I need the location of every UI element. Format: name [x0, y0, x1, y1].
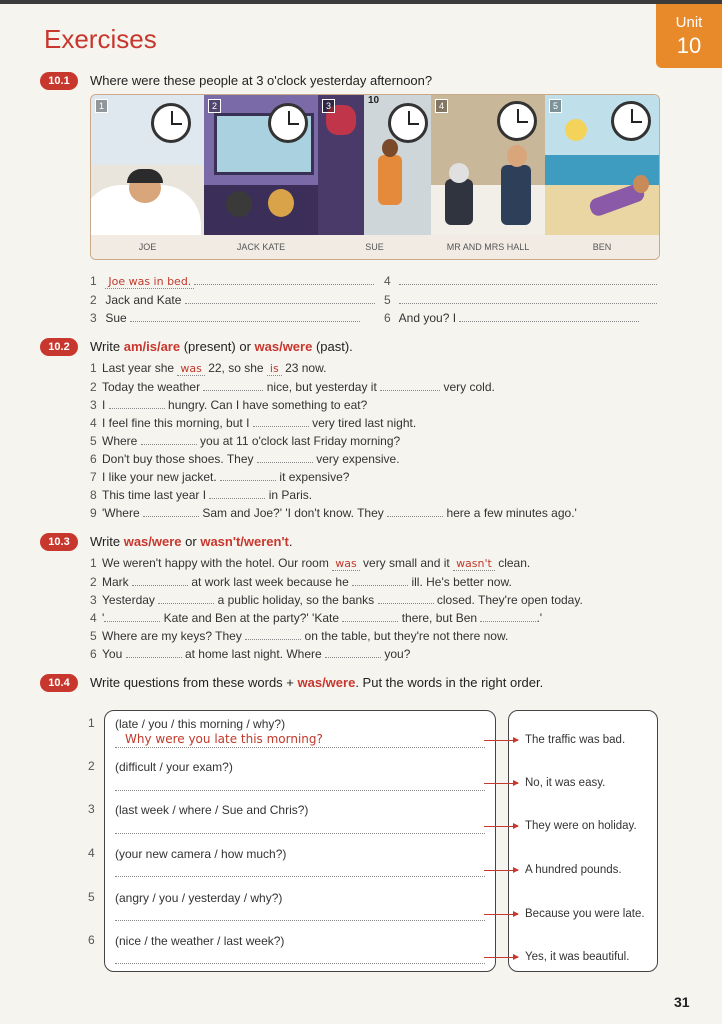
picture-label: BEN [545, 235, 659, 259]
blank[interactable] [141, 433, 197, 445]
item-number: 6 [88, 933, 95, 947]
blank[interactable] [185, 292, 375, 304]
arrow-icon [484, 914, 518, 915]
sample-answer: Why were you late this morning? [125, 732, 323, 746]
top-bar [0, 0, 722, 4]
answer-line [384, 273, 657, 288]
exercise-item: 6 Don't buy those shoes. They very expensive. [90, 452, 400, 466]
picture-label: JACK KATE [204, 235, 319, 259]
sample-answer: was [177, 362, 204, 376]
picture-strip [90, 94, 660, 260]
exercise-item: 9 'Where Sam and Joe?' 'I don't know. They here a few minutes ago.' [90, 506, 577, 520]
answer-line[interactable] [115, 875, 485, 877]
blank[interactable] [158, 592, 214, 604]
reply-text: Yes, it was beautiful. [525, 951, 630, 963]
exercise-item: 5 Where are my keys? They on the table, but they're not there now. [90, 629, 509, 643]
clock-icon [497, 101, 537, 141]
blank[interactable] [109, 397, 165, 409]
blank[interactable] [253, 415, 309, 427]
exercise-instruction-10-1: Where were these people at 3 o'clock yesterday afternoon? [90, 73, 433, 88]
arrow-icon [484, 783, 518, 784]
answer-line [384, 310, 639, 325]
blank[interactable] [132, 574, 188, 586]
exercise-item: 1 We weren't happy with the hotel. Our room was very small and it wasn't clean. [90, 556, 531, 570]
exercise-badge-10-4: 10.4 [40, 674, 78, 692]
blank[interactable] [352, 574, 408, 586]
blank[interactable] [130, 310, 360, 322]
picture-number: 5 [549, 99, 562, 113]
picture-number: 2 [208, 99, 221, 113]
blank[interactable] [203, 379, 263, 391]
item-number: 1 [88, 716, 95, 730]
exercise-item: 3 I hungry. Can I have something to eat? [90, 398, 368, 412]
clock-icon [151, 103, 191, 143]
answer-line[interactable] [115, 789, 485, 791]
picture-sue [318, 95, 431, 235]
item-text: Sue [105, 311, 127, 325]
picture-number: 1 [95, 99, 108, 113]
answer-line[interactable] [115, 746, 485, 748]
exercise-item: 1 Last year she was 22, so she is 23 now. [90, 361, 327, 375]
item-text: And you? I [398, 311, 457, 325]
item-number: 6 [384, 311, 391, 325]
sample-answer: wasn't [453, 557, 495, 571]
page-title: Exercises [44, 24, 157, 54]
picture-joe [91, 95, 204, 235]
item-text: Jack and Kate [105, 293, 182, 307]
answer-line [384, 292, 657, 307]
blank[interactable] [194, 273, 374, 285]
blank[interactable] [342, 610, 398, 622]
reply-text: The traffic was bad. [525, 734, 626, 746]
item-number: 1 [90, 274, 97, 288]
blank[interactable] [380, 379, 440, 391]
blank[interactable] [220, 469, 276, 481]
clock-icon [388, 103, 428, 143]
unit-tab [656, 4, 722, 68]
blank[interactable] [257, 451, 313, 463]
answer-line [90, 310, 360, 325]
blank[interactable] [399, 292, 657, 304]
item-number: 4 [384, 274, 391, 288]
picture-label: JOE [91, 235, 205, 259]
reply-text: Because you were late. [525, 908, 645, 920]
reply-text: They were on holiday. [525, 820, 637, 832]
question-prompt: (nice / the weather / last week?) [115, 934, 285, 948]
exercise-badge-10-1: 10.1 [40, 72, 78, 90]
exercise-item: 5 Where you at 11 o'clock last Friday morning? [90, 434, 401, 448]
question-prompt: (difficult / your exam?) [115, 760, 233, 774]
answer-line [90, 292, 375, 307]
picture-number: 3 [322, 99, 335, 113]
answer-line[interactable] [115, 962, 485, 964]
exercise-instruction-10-3: Write was/were or wasn't/weren't. [90, 534, 293, 549]
item-number: 4 [88, 846, 95, 860]
picture-number: 4 [435, 99, 448, 113]
reply-text: No, it was easy. [525, 777, 606, 789]
exercise-item: 3 Yesterday a public holiday, so the banks closed. They're open today. [90, 593, 583, 607]
question-speech-box [104, 710, 496, 972]
question-prompt: (last week / where / Sue and Chris?) [115, 803, 309, 817]
question-prompt: (angry / you / yesterday / why?) [115, 891, 283, 905]
clock-number: 10 [368, 95, 380, 106]
sample-answer: is [267, 362, 282, 376]
unit-number: 10 [676, 33, 702, 58]
blank[interactable] [387, 505, 443, 517]
picture-ben [545, 95, 659, 235]
exercise-item: 8 This time last year I in Paris. [90, 488, 313, 502]
clock-icon [268, 103, 308, 143]
sample-answer: was [332, 557, 359, 571]
exercise-item: 7 I like your new jacket. it expensive? [90, 470, 350, 484]
exercise-instruction-10-4: Write questions from these words + was/were. Put the words in the right order. [90, 675, 544, 690]
clock-icon [611, 101, 651, 141]
item-number: 3 [90, 311, 97, 325]
picture-mr-mrs-hall [431, 95, 545, 235]
item-number: 2 [90, 293, 97, 307]
item-number: 2 [88, 759, 95, 773]
page-number: 31 [674, 994, 690, 1010]
reply-speech-box [508, 710, 658, 972]
exercise-instruction-10-2: Write am/is/are (present) or was/were (past). [90, 339, 353, 354]
arrow-icon [484, 826, 518, 827]
arrow-icon [484, 957, 518, 958]
blank[interactable] [245, 628, 301, 640]
question-prompt: (your new camera / how much?) [115, 847, 287, 861]
item-number: 3 [88, 802, 95, 816]
item-number: 5 [88, 890, 95, 904]
picture-label: SUE [318, 235, 432, 259]
sample-answer: Joe was in bed. [105, 275, 194, 289]
blank[interactable] [378, 592, 434, 604]
blank[interactable] [325, 646, 381, 658]
reply-text: A hundred pounds. [525, 864, 622, 876]
blank[interactable] [143, 505, 199, 517]
arrow-icon [484, 740, 518, 741]
unit-label: Unit [675, 14, 703, 31]
blank[interactable] [480, 610, 536, 622]
question-prompt: (late / you / this morning / why?) [115, 717, 286, 731]
blank[interactable] [209, 487, 265, 499]
blank[interactable] [399, 273, 657, 285]
exercise-badge-10-2: 10.2 [40, 338, 78, 356]
answer-line [90, 273, 374, 288]
blank[interactable] [126, 646, 182, 658]
answer-line[interactable] [115, 919, 485, 921]
picture-label: MR AND MRS HALL [431, 235, 546, 259]
arrow-icon [484, 870, 518, 871]
picture-jack-kate [204, 95, 318, 235]
exercise-item: 2 Today the weather nice, but yesterday it very cold. [90, 380, 495, 394]
exercise-item: 4 ' Kate and Ben at the party?' 'Kate there, but Ben .' [90, 611, 543, 625]
exercise-badge-10-3: 10.3 [40, 533, 78, 551]
blank[interactable] [104, 610, 160, 622]
exercise-item: 2 Mark at work last week because he ill. He's better now. [90, 575, 512, 589]
answer-line[interactable] [115, 832, 485, 834]
item-number: 5 [384, 293, 391, 307]
exercise-item: 6 You at home last night. Where you? [90, 647, 411, 661]
blank[interactable] [459, 310, 639, 322]
exercise-item: 4 I feel fine this morning, but I very tired last night. [90, 416, 417, 430]
